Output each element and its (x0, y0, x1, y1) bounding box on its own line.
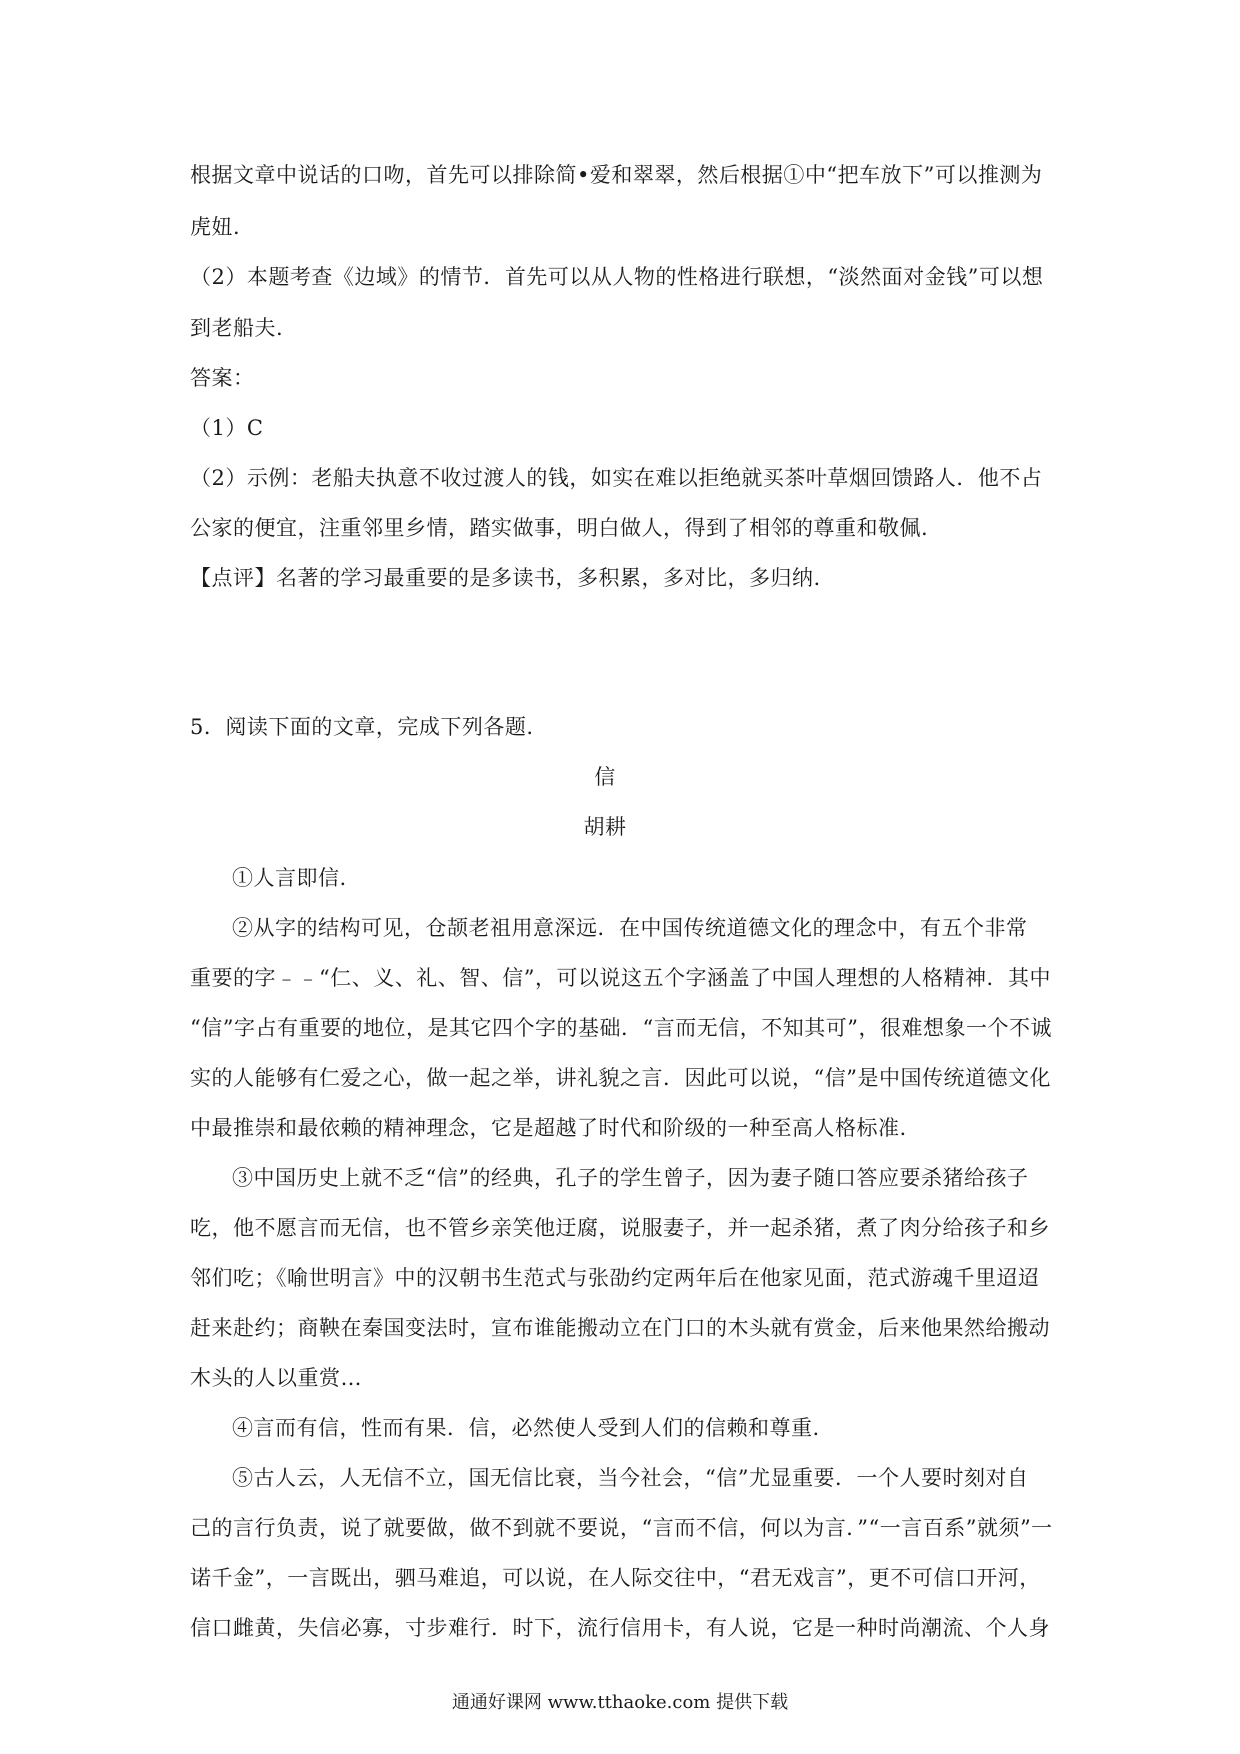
paragraph-1: ①人言即信. (232, 866, 347, 890)
answer-item-1: （1）C (190, 416, 264, 440)
page-footer: 通通好课网 www.tthaoke.com 提供下载 (451, 1692, 789, 1713)
paragraph-2-line-2: 重要的字﹣﹣“仁、义、礼、智、信”，可以说这五个字涵盖了中国人理想的人格精神．其中 (190, 966, 1051, 990)
paragraph-3-line-4: 赶来赴约；商鞅在秦国变法时，宣布谁能搬动立在门口的木头就有赏金，后来他果然给搬动 (190, 1316, 1050, 1340)
paragraph-5-line-2: 己的言行负责，说了就要做，做不到就不要说，“言而不信，何以为言．”“一言百系”就须”一 (190, 1516, 1053, 1540)
comment-line: 【点评】名著的学习最重要的是多读书，多积累，多对比，多归纳. (190, 566, 821, 590)
answer-item-2-line-1: （2）示例：老船夫执意不收过渡人的钱，如实在难以拒绝就买茶叶草烟回馈路人．他不占 (190, 466, 1043, 490)
paragraph-4: ④言而有信，性而有果．信，必然使人受到人们的信赖和尊重. (232, 1416, 820, 1440)
article-title: 信 (594, 765, 616, 789)
paragraph-2-line-1: ②从字的结构可见，仓颉老祖用意深远．在中国传统道德文化的理念中，有五个非常 (232, 916, 1028, 940)
answer-item-2-line-2: 公家的便宜，注重邻里乡情，踏实做事，明白做人，得到了相邻的尊重和敬佩. (190, 516, 929, 540)
paragraph-2-line-4: 实的人能够有仁爱之心，做一起之举，讲礼貌之言．因此可以说，“信”是中国传统道德文化 (190, 1066, 1051, 1090)
answer-line-2: 虎妞. (190, 215, 241, 239)
answer-line-1: 根据文章中说话的口吻，首先可以排除简•爱和翠翠，然后根据①中“把车放下”可以推测为 (190, 163, 1043, 187)
paragraph-3-line-1: ③中国历史上就不乏“信”的经典，孔子的学生曾子，因为妻子随口答应要杀猪给孩子 (232, 1166, 1029, 1190)
paragraph-5-line-3: 诺千金”，一言既出，驷马难追，可以说，在人际交往中，“君无戏言”，更不可信口开河， (190, 1566, 1041, 1590)
question-5-prompt: 5．阅读下面的文章，完成下列各题. (190, 715, 534, 739)
paragraph-2-line-5: 中最推崇和最依赖的精神理念，它是超越了时代和阶级的一种至高人格标准. (190, 1116, 907, 1140)
paragraph-3-line-5: 木头的人以重赏… (190, 1366, 362, 1390)
paragraph-5-line-1: ⑤古人云，人无信不立，国无信比衰，当今社会，“信”尤显重要．一个人要时刻对自 (232, 1466, 1029, 1490)
answer-line-3: （2）本题考查《边域》的情节．首先可以从人物的性格进行联想，“淡然面对金钱”可以想 (190, 265, 1044, 289)
answer-label: 答案： (190, 366, 255, 390)
article-author: 胡耕 (583, 815, 627, 839)
paragraph-2-line-3: “信”字占有重要的地位，是其它四个字的基础．“言而无信，不知其可”，很难想象一个不诚 (190, 1016, 1052, 1040)
answer-line-4: 到老船夫. (190, 316, 284, 340)
paragraph-5-line-4: 信口雌黄，失信必寡，寸步难行．时下，流行信用卡，有人说，它是一种时尚潮流、个人身 (190, 1616, 1050, 1640)
paragraph-3-line-3: 邻们吃；《喻世明言》中的汉朝书生范式与张劭约定两年后在他家见面，范式游魂千里迢迢 (190, 1266, 1040, 1290)
paragraph-3-line-2: 吃，他不愿言而无信，也不管乡亲笑他迂腐，说服妻子，并一起杀猪，煮了肉分给孩子和乡 (190, 1216, 1050, 1240)
